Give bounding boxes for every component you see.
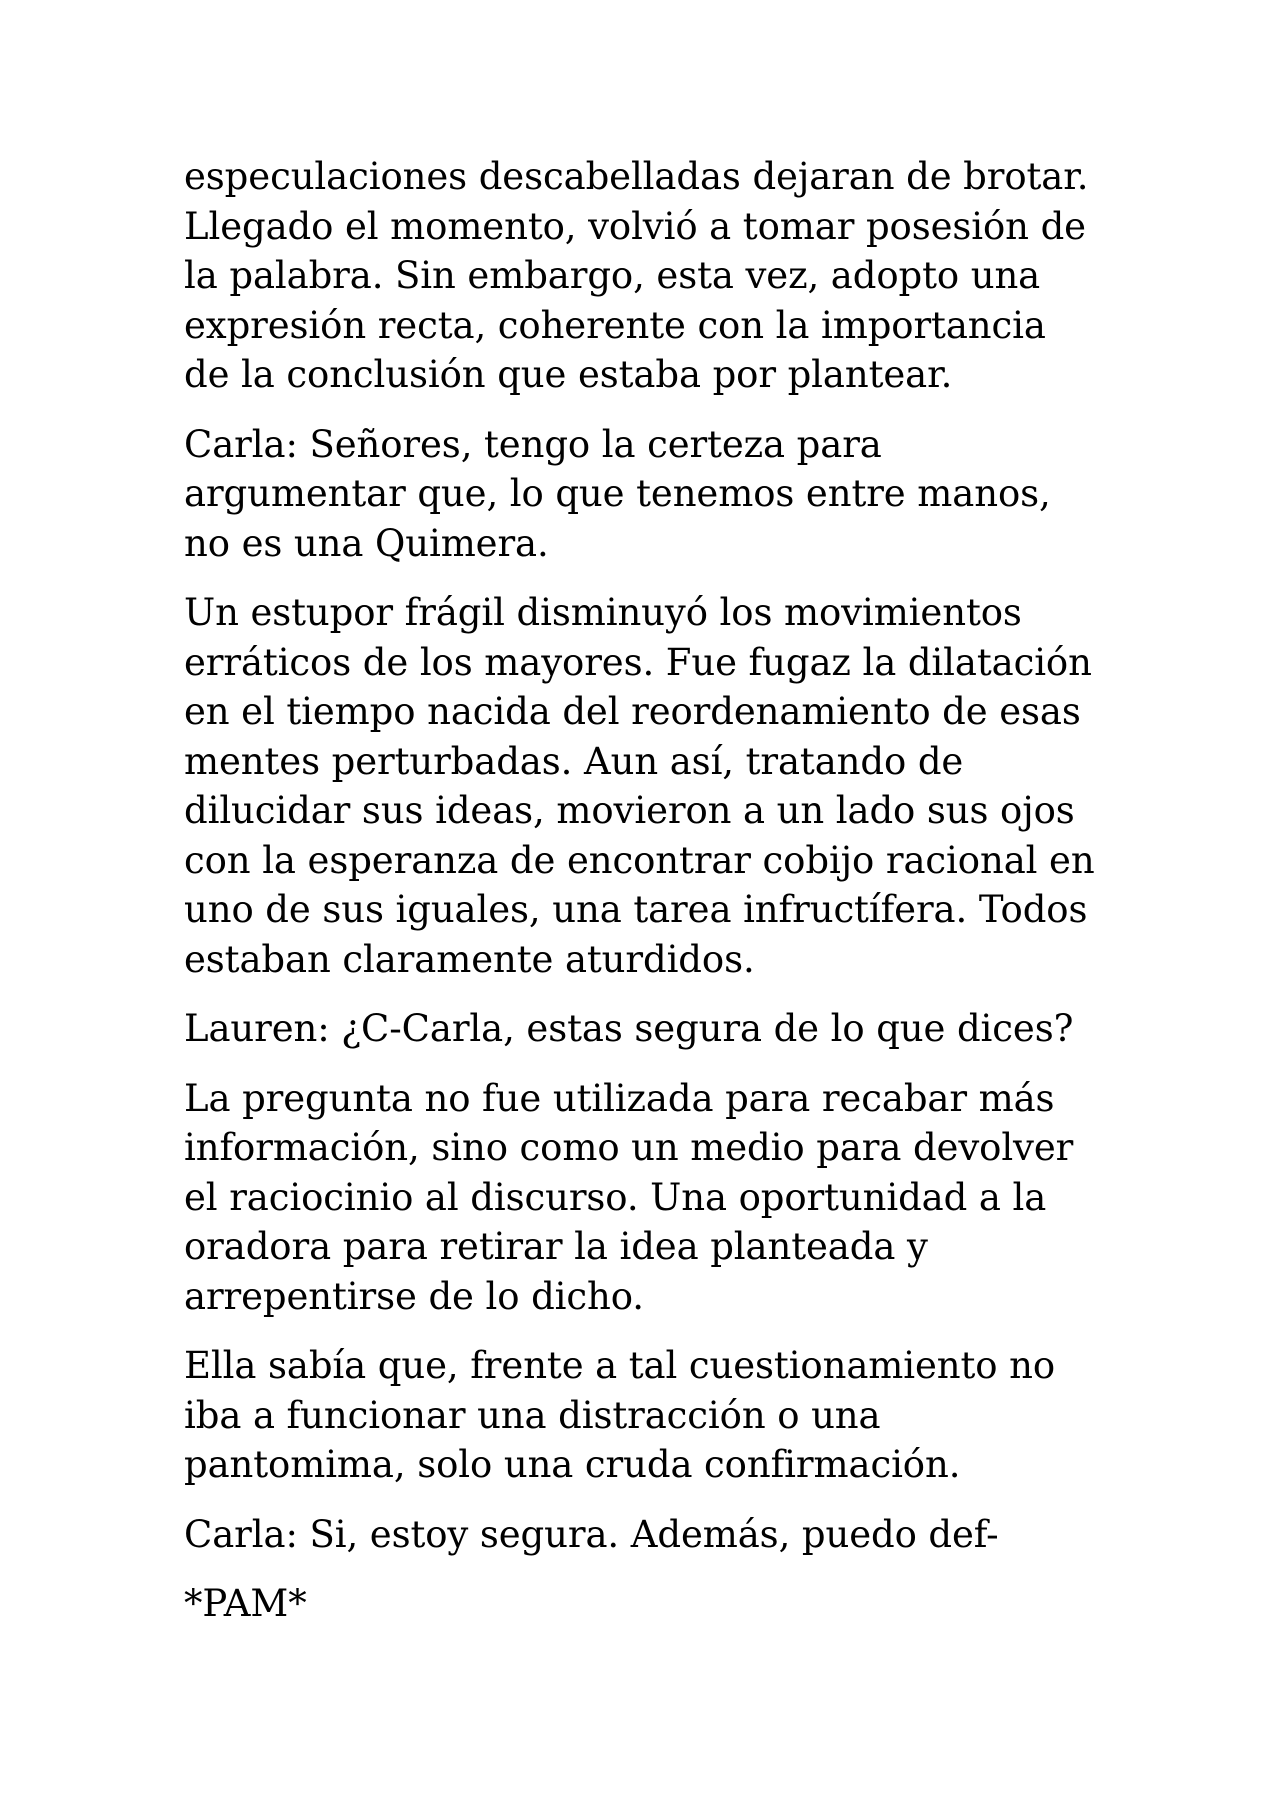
document-page (184, 152, 1124, 1649)
text-line: de la conclusión que estaba por plantear. (184, 353, 953, 396)
text-line: Ella sabía que, frente a tal cuestionamiento no (184, 1344, 1056, 1387)
text-line: erráticos de los mayores. Fue fugaz la dilatación (184, 640, 1092, 684)
text-line: arrepentirse de lo dicho. (184, 1274, 644, 1318)
text-line: oradora para retirar la idea planteada y (184, 1225, 928, 1268)
text-line: en el tiempo nacida del reordenamiento de esas (184, 690, 1081, 733)
text-line: expresión recta, coherente con la importancia (184, 303, 1046, 347)
text-line: uno de sus iguales, una tarea infructífera. Todos (184, 888, 1088, 931)
text-line: el raciocinio al discurso. Una oportunidad a la (184, 1175, 1047, 1219)
paragraph-narration-3 (184, 1074, 1124, 1322)
text-line: iba a funcionar una distracción o una (184, 1393, 881, 1437)
text-line: *PAM* (184, 1582, 307, 1625)
text-line: Carla: Señores, tengo la certeza para (184, 422, 882, 466)
text-line: información, sino como un medio para devolver (184, 1126, 1074, 1169)
text-line: estaban claramente aturdidos. (184, 937, 755, 981)
text-line: pantomima, solo una cruda confirmación. (184, 1443, 961, 1486)
text-line: Lauren: ¿C-Carla, estas segura de lo que dices? (184, 1007, 1074, 1050)
text-line: Un estupor frágil disminuyó los movimientos (184, 591, 1022, 634)
text-line: no es una Quimera. (184, 521, 549, 565)
text-line: especulaciones descabelladas dejaran de brotar. (184, 155, 1089, 198)
text-line: Carla: Si, estoy segura. Además, puedo def- (184, 1512, 999, 1556)
text-line: Llegado el momento, volvió a tomar posesión de (184, 204, 1086, 248)
paragraph-dialogue-carla-2 (184, 1510, 1124, 1560)
text-line: con la esperanza de encontrar cobijo racional en (184, 838, 1095, 882)
paragraph-narration-2 (184, 588, 1124, 984)
paragraph-sound-effect (184, 1579, 1124, 1629)
paragraph-dialogue-lauren (184, 1004, 1124, 1054)
text-line: argumentar que, lo que tenemos entre manos, (184, 472, 1051, 515)
text-line: dilucidar sus ideas, movieron a un lado sus ojos (184, 789, 1075, 832)
text-line: la palabra. Sin embargo, esta vez, adopto una (184, 254, 1041, 297)
paragraph-narration-4 (184, 1341, 1124, 1490)
paragraph-dialogue-carla-1 (184, 420, 1124, 569)
paragraph-narration-1 (184, 152, 1124, 400)
text-line: La pregunta no fue utilizada para recabar más (184, 1076, 1055, 1120)
text-line: mentes perturbadas. Aun así, tratando de (184, 739, 964, 783)
